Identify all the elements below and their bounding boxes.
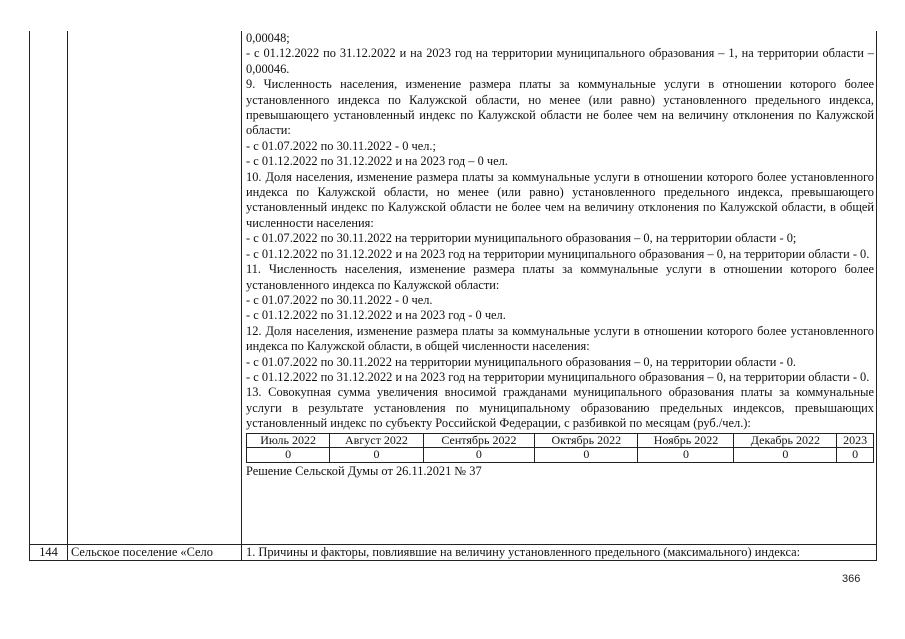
paragraph: 10. Доля населения, изменение размера платы за коммунальные услуги в отношении которого более установленного индекса по Калужской области, но менее (или равно) установленного предельного индекса, превышающего установленный индекс по Калужской области не более чем на величину отклонения по Калужской области, в общей численности населения:	[246, 169, 874, 230]
table-header-cell: Август 2022	[330, 433, 424, 448]
paragraph: - с 01.07.2022 по 30.11.2022 - 0 чел.;	[246, 138, 436, 153]
table-header-cell: Октябрь 2022	[535, 433, 638, 448]
paragraph: - с 01.07.2022 по 30.11.2022 на территории муниципального образования – 0, на территории области - 0.	[246, 354, 797, 369]
paragraph: 9. Численность населения, изменение размера платы за коммунальные услуги в отношении которого более установленного индекса по Калужской области, но менее (или равно) установленного предельного индекса, превышающего установленный индекс по Калужской области не более чем на величину отклонения по Калужской области:	[246, 77, 874, 138]
paragraph: 11. Численность населения, изменение размера платы за коммунальные услуги в отношении которого более установленного индекса по Калужской области:	[246, 262, 874, 292]
table-header-cell: Ноябрь 2022	[638, 433, 734, 448]
table-cell: 0	[837, 448, 874, 463]
table-header-cell: 2023	[837, 433, 874, 448]
settlement-name: Сельское поселение «Село	[71, 545, 213, 559]
next-row-text: 1. Причины и факторы, повлиявшие на величину установленного предельного (максимального) индекса:	[246, 545, 801, 559]
paragraph: 13. Совокупная сумма увеличения вносимой гражданами муниципального образования платы за коммунальные услуги в результате установления по муниципальному образованию предельных индексов, превышающих установленный индекс по субъекту Российской Федерации, с разбивкой по месяцам (руб./чел.):	[246, 385, 874, 431]
table-cell: 0	[535, 448, 638, 463]
paragraph: - с 01.12.2022 по 31.12.2022 и на 2023 год на территории муниципального образования – 0, на территории области - 0.	[246, 369, 870, 384]
table-header-cell: Июль 2022	[247, 433, 330, 448]
row-number: 144	[39, 545, 58, 559]
paragraph: 12. Доля населения, изменение размера платы за коммунальные услуги в отношении которого более установленного индекса по Калужской области, в общей численности населения:	[246, 323, 874, 354]
column-divider-number	[67, 31, 68, 560]
paragraph: 0,00048;	[246, 31, 290, 45]
paragraph: - с 01.12.2022 по 31.12.2022 и на 2023 год – 0 чел.	[246, 154, 508, 169]
column-divider-name	[241, 31, 242, 560]
paragraph: - с 01.07.2022 по 30.11.2022 на территории муниципального образования – 0, на территории области - 0;	[246, 231, 797, 246]
table-cell: 0	[638, 448, 734, 463]
table-cell: 0	[330, 448, 424, 463]
monthly-amounts-table	[246, 433, 874, 463]
table-cell: 0	[423, 448, 534, 463]
paragraph: - с 01.07.2022 по 30.11.2022 - 0 чел.	[246, 292, 433, 307]
page-number: 366	[842, 573, 861, 585]
paragraph: - с 01.12.2022 по 31.12.2022 и на 2023 год на территории муниципального образования – 1, на территории области – 0,00046.	[246, 46, 874, 76]
paragraph: - с 01.12.2022 по 31.12.2022 и на 2023 год - 0 чел.	[246, 308, 506, 323]
table-cell: 0	[247, 448, 330, 463]
info-cell	[246, 31, 874, 479]
table-header-row	[247, 433, 874, 448]
table-header-cell: Декабрь 2022	[734, 433, 837, 448]
decision-reference: Решение Сельской Думы от 26.11.2021 № 37	[246, 463, 482, 478]
table-header-cell: Сентябрь 2022	[423, 433, 534, 448]
document-table	[29, 31, 877, 561]
table-row	[247, 448, 874, 463]
paragraph: - с 01.12.2022 по 31.12.2022 и на 2023 год на территории муниципального образования – 0, на территории области - 0.	[246, 246, 870, 261]
table-cell: 0	[734, 448, 837, 463]
